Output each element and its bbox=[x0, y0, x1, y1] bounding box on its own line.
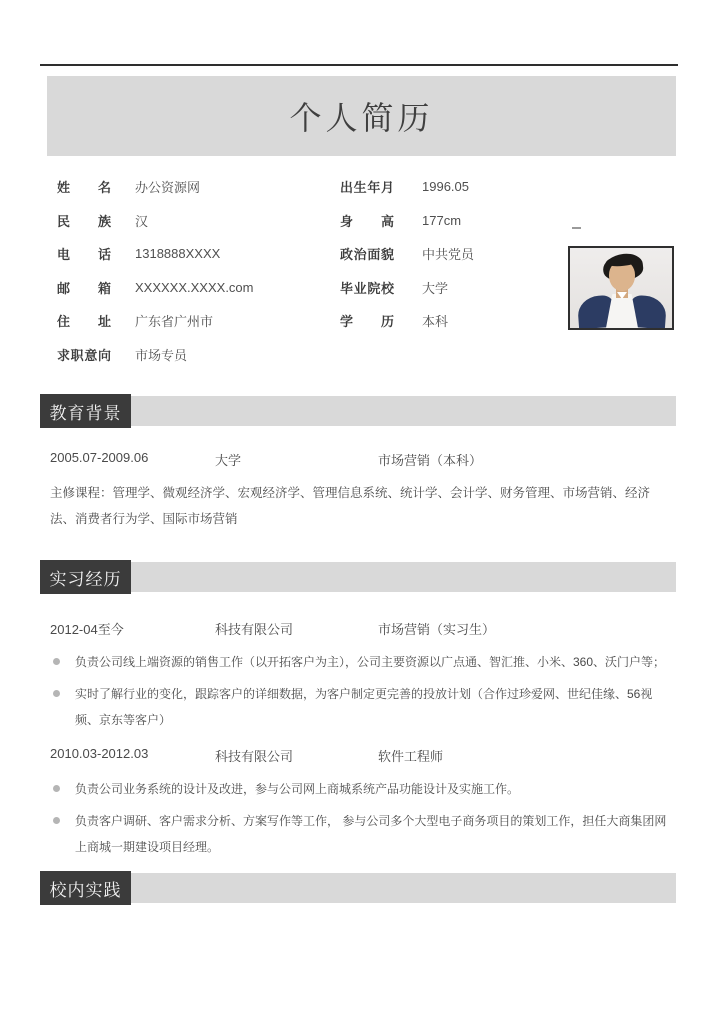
field-label-height: 身高 bbox=[340, 213, 394, 229]
field-label-objective: 求职意向 bbox=[57, 347, 111, 363]
bullet-icon bbox=[53, 785, 60, 792]
field-label-birth: 出生年月 bbox=[340, 180, 394, 196]
field-value-height: 177cm bbox=[422, 212, 462, 228]
job2-bullet-2: 负责客户调研、客户需求分析、方案写作等工作， 参与公司多个大型电子商务项目的策划工作，担任大商集团网上商城一期建设项目经理。 bbox=[75, 814, 667, 854]
education-school: 大学 bbox=[215, 453, 242, 468]
job-row-1 bbox=[50, 619, 676, 638]
profile-row-phone bbox=[57, 237, 254, 271]
job1-bullet-2: 实时了解行业的变化，跟踪客户的详细数据，为客户制定更完善的投放计划（合作过珍爱网、世纪佳缘、56视频、京东等客户） bbox=[75, 687, 653, 727]
section-bar-education bbox=[40, 396, 676, 426]
profile-row-objective bbox=[57, 338, 254, 372]
field-value-name: 办公资源网 bbox=[135, 180, 201, 196]
job2-period: 2010.03-2012.03 bbox=[50, 746, 149, 761]
profile-row-address bbox=[57, 304, 254, 338]
profile-row-height bbox=[340, 204, 474, 238]
job2-role: 软件工程师 bbox=[378, 749, 444, 764]
profile-row-birth bbox=[340, 170, 474, 204]
list-item bbox=[40, 776, 676, 802]
job2-bullet-1: 负责公司业务系统的设计及改进，参与公司网上商城系统产品功能设计及实施工作。 bbox=[75, 782, 520, 796]
profile-photo bbox=[568, 246, 674, 330]
section-bar-internship bbox=[40, 562, 676, 592]
field-label-address: 住址 bbox=[57, 314, 111, 330]
job1-period: 2012-04至今 bbox=[50, 622, 124, 637]
profile-row-email bbox=[57, 271, 254, 305]
job2-company: 科技有限公司 bbox=[215, 749, 294, 764]
profile-left-column bbox=[57, 170, 254, 371]
stray-dash-mark bbox=[572, 227, 581, 229]
job-row-2 bbox=[50, 746, 676, 765]
job2-bullet-list bbox=[40, 776, 676, 860]
field-label-college: 毕业院校 bbox=[340, 280, 394, 296]
field-label-phone: 电话 bbox=[57, 247, 111, 263]
field-value-college: 大学 bbox=[422, 280, 449, 296]
profile-right-column bbox=[340, 170, 474, 338]
bullet-icon bbox=[53, 658, 60, 665]
profile-row-degree bbox=[340, 304, 474, 338]
section-bar-campus bbox=[40, 873, 676, 903]
profile-row-political bbox=[340, 237, 474, 271]
field-label-ethnicity: 民族 bbox=[57, 213, 111, 229]
field-value-degree: 本科 bbox=[422, 314, 449, 330]
field-label-political: 政治面貌 bbox=[340, 247, 394, 263]
field-value-objective: 市场专员 bbox=[135, 347, 188, 363]
page-title: 个人简历 bbox=[289, 100, 434, 136]
section-header-internship: 实习经历 bbox=[40, 560, 131, 594]
field-label-email: 邮箱 bbox=[57, 280, 111, 296]
job1-role: 市场营销（实习生） bbox=[378, 622, 496, 637]
internship-content bbox=[40, 610, 676, 866]
field-value-email: XXXXXX.XXXX.com bbox=[135, 279, 254, 295]
job1-bullet-1: 负责公司线上端资源的销售工作（以开拓客户为主），公司主要资源以广点通、智汇推、小米、360、沃门户等； bbox=[75, 655, 666, 669]
profile-row-college bbox=[340, 271, 474, 305]
resume-title-bar bbox=[47, 76, 676, 156]
education-courses: 主修课程：管理学、微观经济学、宏观经济学、管理信息系统、统计学、会计学、财务管理、市场营销、经济法、消费者行为学、国际市场营销 bbox=[50, 486, 651, 526]
field-value-political: 中共党员 bbox=[422, 247, 475, 263]
field-label-name: 姓名 bbox=[57, 180, 111, 196]
field-value-address: 广东省广州市 bbox=[135, 314, 214, 330]
field-label-degree: 学历 bbox=[340, 314, 394, 330]
list-item bbox=[40, 681, 676, 733]
job1-bullet-list bbox=[40, 649, 676, 733]
education-period: 2005.07-2009.06 bbox=[50, 450, 149, 465]
section-header-campus: 校内实践 bbox=[40, 871, 131, 905]
profile-row-ethnicity bbox=[57, 204, 254, 238]
field-value-birth: 1996.05 bbox=[422, 179, 469, 195]
list-item bbox=[40, 808, 676, 860]
education-entry-row bbox=[50, 450, 672, 469]
list-item bbox=[40, 649, 676, 675]
profile-section bbox=[40, 170, 676, 388]
profile-row-name bbox=[57, 170, 254, 204]
field-value-phone: 1318888XXXX bbox=[135, 246, 221, 262]
top-rule-divider bbox=[40, 64, 678, 66]
field-value-ethnicity: 汉 bbox=[135, 213, 149, 229]
education-major: 市场营销（本科） bbox=[378, 453, 483, 468]
job1-company: 科技有限公司 bbox=[215, 622, 294, 637]
section-header-education: 教育背景 bbox=[40, 394, 131, 428]
bullet-icon bbox=[53, 817, 60, 824]
bullet-icon bbox=[53, 690, 60, 697]
